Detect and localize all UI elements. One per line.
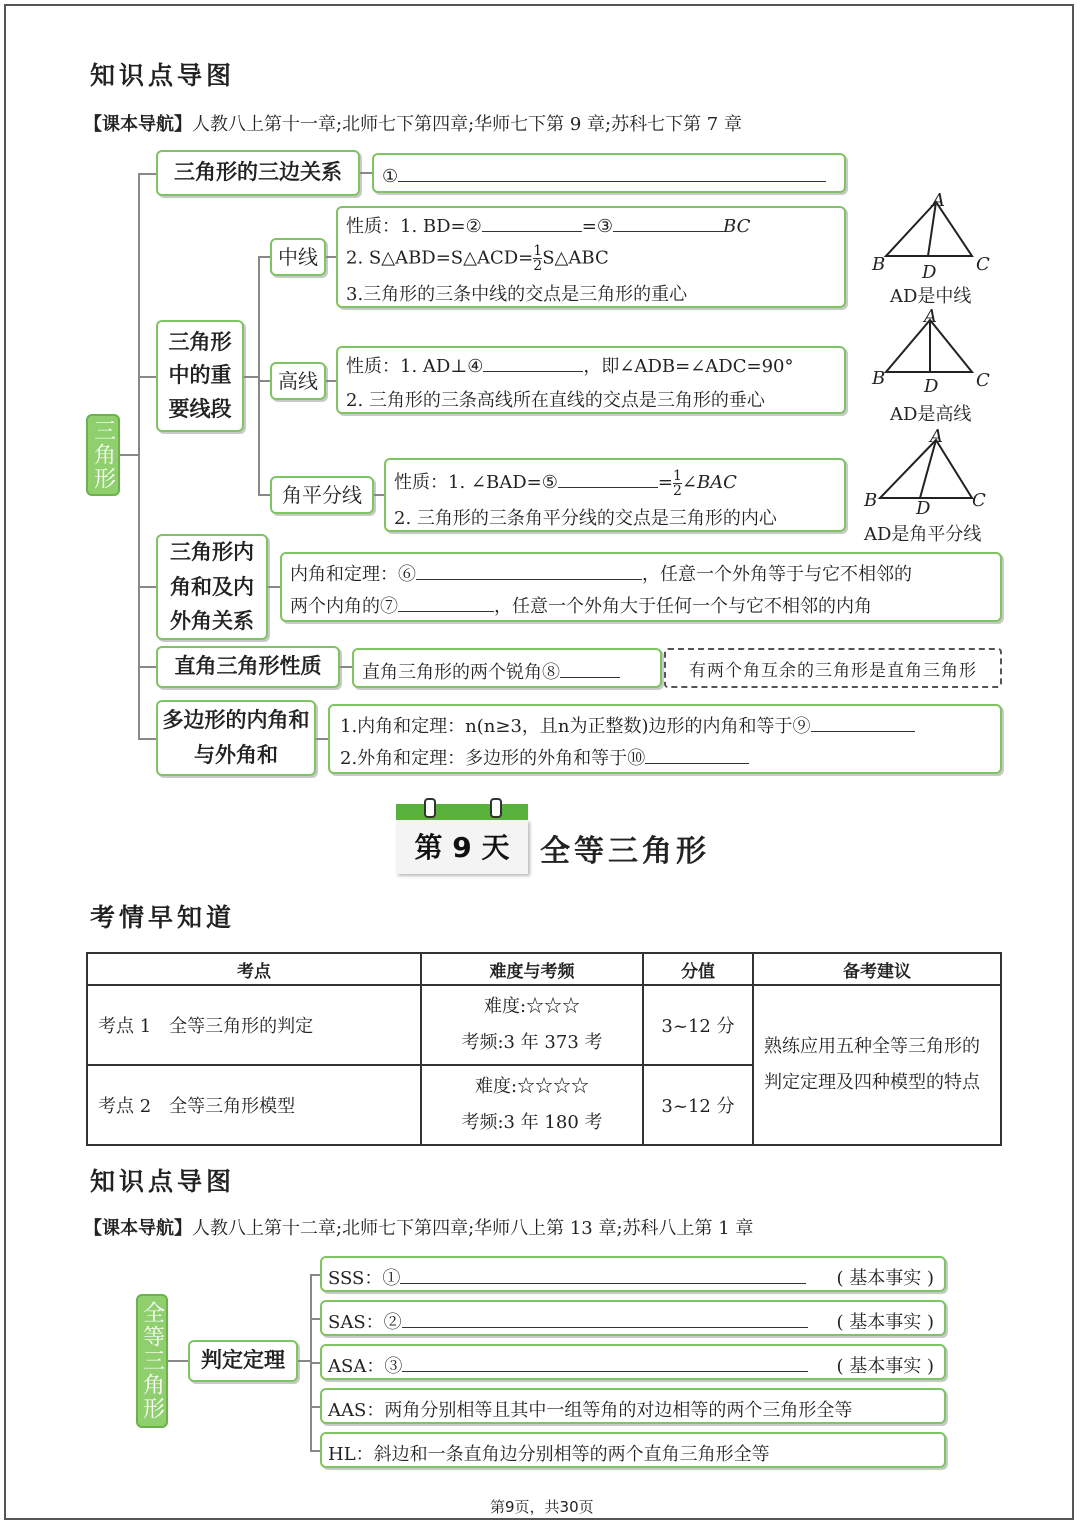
fig2-label-a: A <box>924 306 937 327</box>
fig2-label-c: C <box>976 370 990 391</box>
criterion-hl: HL：斜边和一条直角边分别相等的两个直角三角形全等 <box>320 1432 946 1468</box>
criterion-sas: SAS：② ( 基本事实 ) <box>320 1300 946 1336</box>
fig2-caption: AD是高线 <box>890 404 972 425</box>
bisector-box: 性质：1. ∠BAD=⑤ = $\frac{1}{2}$ ∠BAC 2. 三角形的三条角平分线的交点是三角形的内心 <box>384 458 846 532</box>
table-cell-topic: 考点 1 全等三角形的判定 <box>87 985 421 1065</box>
table-cell-difficulty: 难度:☆☆☆☆ 考频:3 年 180 考 <box>421 1065 643 1145</box>
altitude-box: 性质：1. AD⊥④ ，即∠ADB=∠ADC=90° 2. 三角形的三条高线所在直线的交点是三角形的垂心 <box>336 346 846 414</box>
table-cell-advice: 熟练应用五种全等三角形的判定定理及四种模型的特点 <box>753 985 1001 1145</box>
median-box: 性质：1. BD=② =③ BC 2. S△ABD=S△ACD= $\frac{1}{2}$ S△ABC 3.三角形的三条中线的交点是三角形的重心 <box>336 206 846 308</box>
node-polygon-angles: 多边形的内角和与外角和 <box>156 700 316 776</box>
right-triangle-converse-note: 有两个角互余的三角形是直角三角形 <box>664 648 1002 688</box>
fig1-label-c: C <box>976 254 990 275</box>
node-median: 中线 <box>270 238 326 276</box>
section-title-exam: 考情早知道 <box>86 898 239 934</box>
right-triangle-box: 直角三角形的两个锐角⑧ <box>352 648 662 688</box>
day-calendar-badge <box>396 798 528 876</box>
day-topic-title: 全等三角形 <box>540 834 710 869</box>
fig3-caption: AD是角平分线 <box>864 524 982 545</box>
table-header: 分值 <box>643 953 753 985</box>
criterion-asa: ASA：③ ( 基本事实 ) <box>320 1344 946 1380</box>
day-number: 第 9 天 <box>414 831 510 864</box>
table-cell-score: 3~12 分 <box>643 1065 753 1145</box>
criterion-aas: AAS：两角分别相等且其中一组等角的对边相等的两个三角形全等 <box>320 1388 946 1424</box>
three-sides-box: ① <box>372 153 846 193</box>
fig2-label-b: B <box>872 368 886 389</box>
table-cell-difficulty: 难度:☆☆☆ 考频:3 年 373 考 <box>421 985 643 1065</box>
node-interior-exterior-angles: 三角形内角和及内外角关系 <box>156 534 268 640</box>
fig3-label-c: C <box>972 490 986 511</box>
triangle-figures <box>860 190 1060 550</box>
section-title: 知识点导图 <box>86 56 239 92</box>
fig2-label-d: D <box>924 376 939 397</box>
fig1-label-b: B <box>872 254 886 275</box>
table-cell-topic: 考点 2 全等三角形模型 <box>87 1065 421 1145</box>
node-right-triangle: 直角三角形性质 <box>156 646 340 688</box>
angles-box: 内角和定理：⑥ ，任意一个外角等于与它不相邻的 两个内角的⑦ ，任意一个外角大于任何一个与它不相邻的内角 <box>280 552 1002 622</box>
root-node-congruent: 全等三角形 <box>136 1294 168 1428</box>
table-header: 难度与考频 <box>421 953 643 985</box>
node-important-segments: 三角形中的重要线段 <box>156 320 244 432</box>
node-angle-bisector: 角平分线 <box>270 476 374 514</box>
table-cell-score: 3~12 分 <box>643 985 753 1065</box>
criterion-sss: SSS：① ( 基本事实 ) <box>320 1256 946 1292</box>
fig1-label-d: D <box>922 262 937 283</box>
node-three-sides: 三角形的三边关系 <box>156 150 360 196</box>
node-altitude: 高线 <box>270 362 326 400</box>
fig1-caption: AD是中线 <box>890 286 972 307</box>
fig3-label-a: A <box>930 426 943 447</box>
polygon-box: 1.内角和定理：n(n≥3，且n为正整数)边形的内角和等于⑨ 2.外角和定理：多边形的外角和等于⑩ <box>328 704 1002 774</box>
node-judgement-theorems: 判定定理 <box>188 1340 298 1382</box>
exam-table <box>86 952 1002 1146</box>
table-row <box>87 985 1001 1065</box>
page-footer: 第9页，共30页 <box>490 1498 594 1516</box>
table-header: 备考建议 <box>753 953 1001 985</box>
section-title-2: 知识点导图 <box>86 1162 239 1198</box>
root-node-triangle: 三角形 <box>86 414 120 496</box>
fig3-label-d: D <box>916 498 931 519</box>
textbook-nav-2: 【课本导航】人教八上第十二章;北师七下第四章;华师八上第 13 章;苏科八上第 1 章 <box>84 1218 754 1239</box>
fig1-label-a: A <box>932 190 945 211</box>
textbook-nav: 【课本导航】人教八上第十一章;北师七下第四章;华师七下第 9 章;苏科七下第 7 章 <box>84 114 742 135</box>
fig3-label-b: B <box>864 490 878 511</box>
table-header: 考点 <box>87 953 421 985</box>
